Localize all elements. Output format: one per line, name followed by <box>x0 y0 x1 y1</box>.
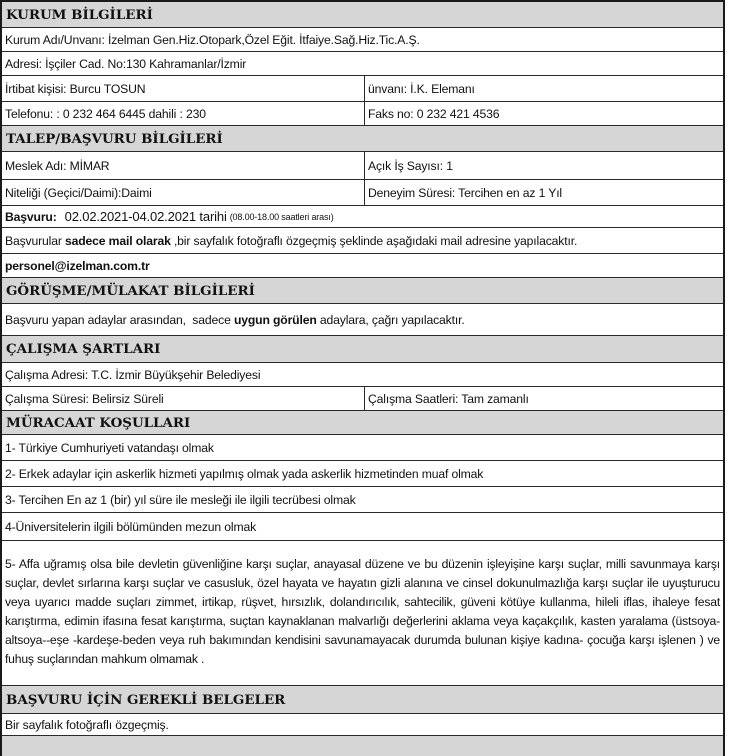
email-address: personel@izelman.com.tr <box>5 258 150 273</box>
section-title: ÇALIŞMA ŞARTLARI <box>6 341 161 357</box>
condition-item <box>2 513 723 541</box>
condition-item <box>2 487 723 513</box>
row-irtibat <box>2 76 723 102</box>
section-title: MÜRACAAT KOŞULLARI <box>6 414 191 431</box>
section-header-belgeler <box>2 686 723 714</box>
row-nitelik <box>2 180 723 206</box>
row-basvuru-tarih <box>2 206 723 228</box>
basvurular-bold: sadece mail olarak <box>65 233 171 248</box>
row-gorusme-text <box>2 304 723 336</box>
section-title: GÖRÜŞME/MÜLAKAT BİLGİLERİ <box>6 282 255 299</box>
calisma-suresi-field: Çalışma Süresi: Belirsiz Süreli <box>2 387 365 410</box>
row-adres <box>2 52 723 76</box>
row-kurum-adi <box>2 28 723 52</box>
section-header-kurum <box>2 2 723 28</box>
calisma-adresi-field: Çalışma Adresi: T.C. İzmir Büyükşehir Belediyesi <box>5 367 261 382</box>
section-header-calisma <box>2 336 723 363</box>
gorusme-bold: uygun görülen <box>233 312 317 327</box>
condition-5: 5- Affa uğramış olsa bile devletin güvenliğine karşı suçlar, anayasal düzene ve bu düzenin işleyişine karşı suçlar, milli savunmaya karşı suçlar, devlet sırlarına karşı suçlar ve casusluk, özel hayata ve hayatın gizli alanına ve cinsel dokunulmazlığa karşı suçlar ile uyuşturucu veya uyarıcı madde suçları zimmet, irtikap, rüşvet, hırsızlık, dolandırıcılık, sahtecilik, güveni kötüye kullanma, hileli iflas, ihaleye fesat karıştırma, edimin ifasına fesat karıştırma, suçtan kaynaklanan malvarlığı değerlerini aklama veya kaçakçılık, kasten yaralama (üstsoya-altsoya--eşe -kardeşe-beden veya ruh bakımından kendisini savunamayacak durumda bulunan kişiye kadına- çocuğa karşı işlenen ) ve fuhuş suçlarından mahkum olmamak . <box>5 557 720 666</box>
condition-2: 2- Erkek adaylar için askerlik hizmeti yapılmış olmak yada askerlik hizmetinden muaf olmak <box>5 466 484 481</box>
faks-field: Faks no: 0 232 421 4536 <box>368 106 500 121</box>
basvurular-prefix: Başvurular <box>5 233 65 248</box>
kurum-adi-field: Kurum Adı/Unvanı: İzelman Gen.Hiz.Otopark,Özel Eğit. İtfaiye.Sağ.Hiz.Tic.A.Ş. <box>5 32 420 47</box>
niteligi-field: Niteliği (Geçici/Daimi):Daimi <box>2 180 365 205</box>
basvuru-label: Başvuru: <box>5 209 57 224</box>
belgeler-text: Bir sayfalık fotoğraflı özgeçmiş. <box>5 717 169 732</box>
condition-item <box>2 461 723 487</box>
basvurular-suffix: ,bir sayfalık fotoğraflı özgeçmiş şeklinde aşağıdaki mail adresine yapılacaktır. <box>170 233 578 248</box>
section-header-gorusme <box>2 278 723 304</box>
section-header-muracaat <box>2 411 723 435</box>
row-basvurular <box>2 228 723 254</box>
row-calisma-sure <box>2 387 723 411</box>
condition-item <box>2 541 723 686</box>
unvani-field: ünvanı: İ.K. Elemanı <box>368 81 475 96</box>
basvuru-tarih-field <box>2 206 723 227</box>
gorusme-suffix: adaylara, çağrı yapılacaktır. <box>316 312 465 327</box>
row-telefon <box>2 102 723 126</box>
condition-4: 4-Üniversitelerin ilgili bölümünden mezun olmak <box>5 519 257 534</box>
row-calisma-adres <box>2 363 723 387</box>
section-header-next-cutoff <box>2 736 723 756</box>
basvurular-instructions <box>2 228 723 253</box>
deneyim-suresi-field: Deneyim Süresi: Tercihen en az 1 Yıl <box>368 185 562 200</box>
section-title: BAŞVURU İÇİN GEREKLİ BELGELER <box>6 691 286 708</box>
basvuru-hours: (08.00-18.00 saatleri arası) <box>229 211 334 222</box>
telefon-field: Telefonu: : 0 232 464 6445 dahili : 230 <box>2 102 365 125</box>
section-header-talep <box>2 126 723 152</box>
section-title: KURUM BİLGİLERİ <box>6 6 153 23</box>
condition-1: 1- Türkiye Cumhuriyeti vatandaşı olmak <box>5 440 214 455</box>
row-email <box>2 254 723 278</box>
calisma-saatleri-field: Çalışma Saatleri: Tam zamanlı <box>368 391 529 406</box>
gorusme-text <box>2 304 723 335</box>
condition-3: 3- Tercihen En az 1 (bir) yıl süre ile mesleği ile ilgili tecrübesi olmak <box>5 492 356 507</box>
adres-field: Adresi: İşçiler Cad. No:130 Kahramanlar/İzmir <box>5 56 247 71</box>
condition-item <box>2 435 723 461</box>
gorusme-prefix: Başvuru yapan adaylar arasından, sadece <box>5 312 234 327</box>
section-title: TALEP/BAŞVURU BİLGİLERİ <box>6 130 223 147</box>
basvuru-dates: 02.02.2021-04.02.2021 tarihi <box>64 209 227 224</box>
row-meslek <box>2 152 723 180</box>
irtibat-kisisi-field: İrtibat kişisi: Burcu TOSUN <box>2 76 365 101</box>
acik-is-sayisi-field: Açık İş Sayısı: 1 <box>368 158 453 173</box>
row-belgeler <box>2 714 723 736</box>
meslek-adi-field: Meslek Adı: MİMAR <box>2 152 365 179</box>
